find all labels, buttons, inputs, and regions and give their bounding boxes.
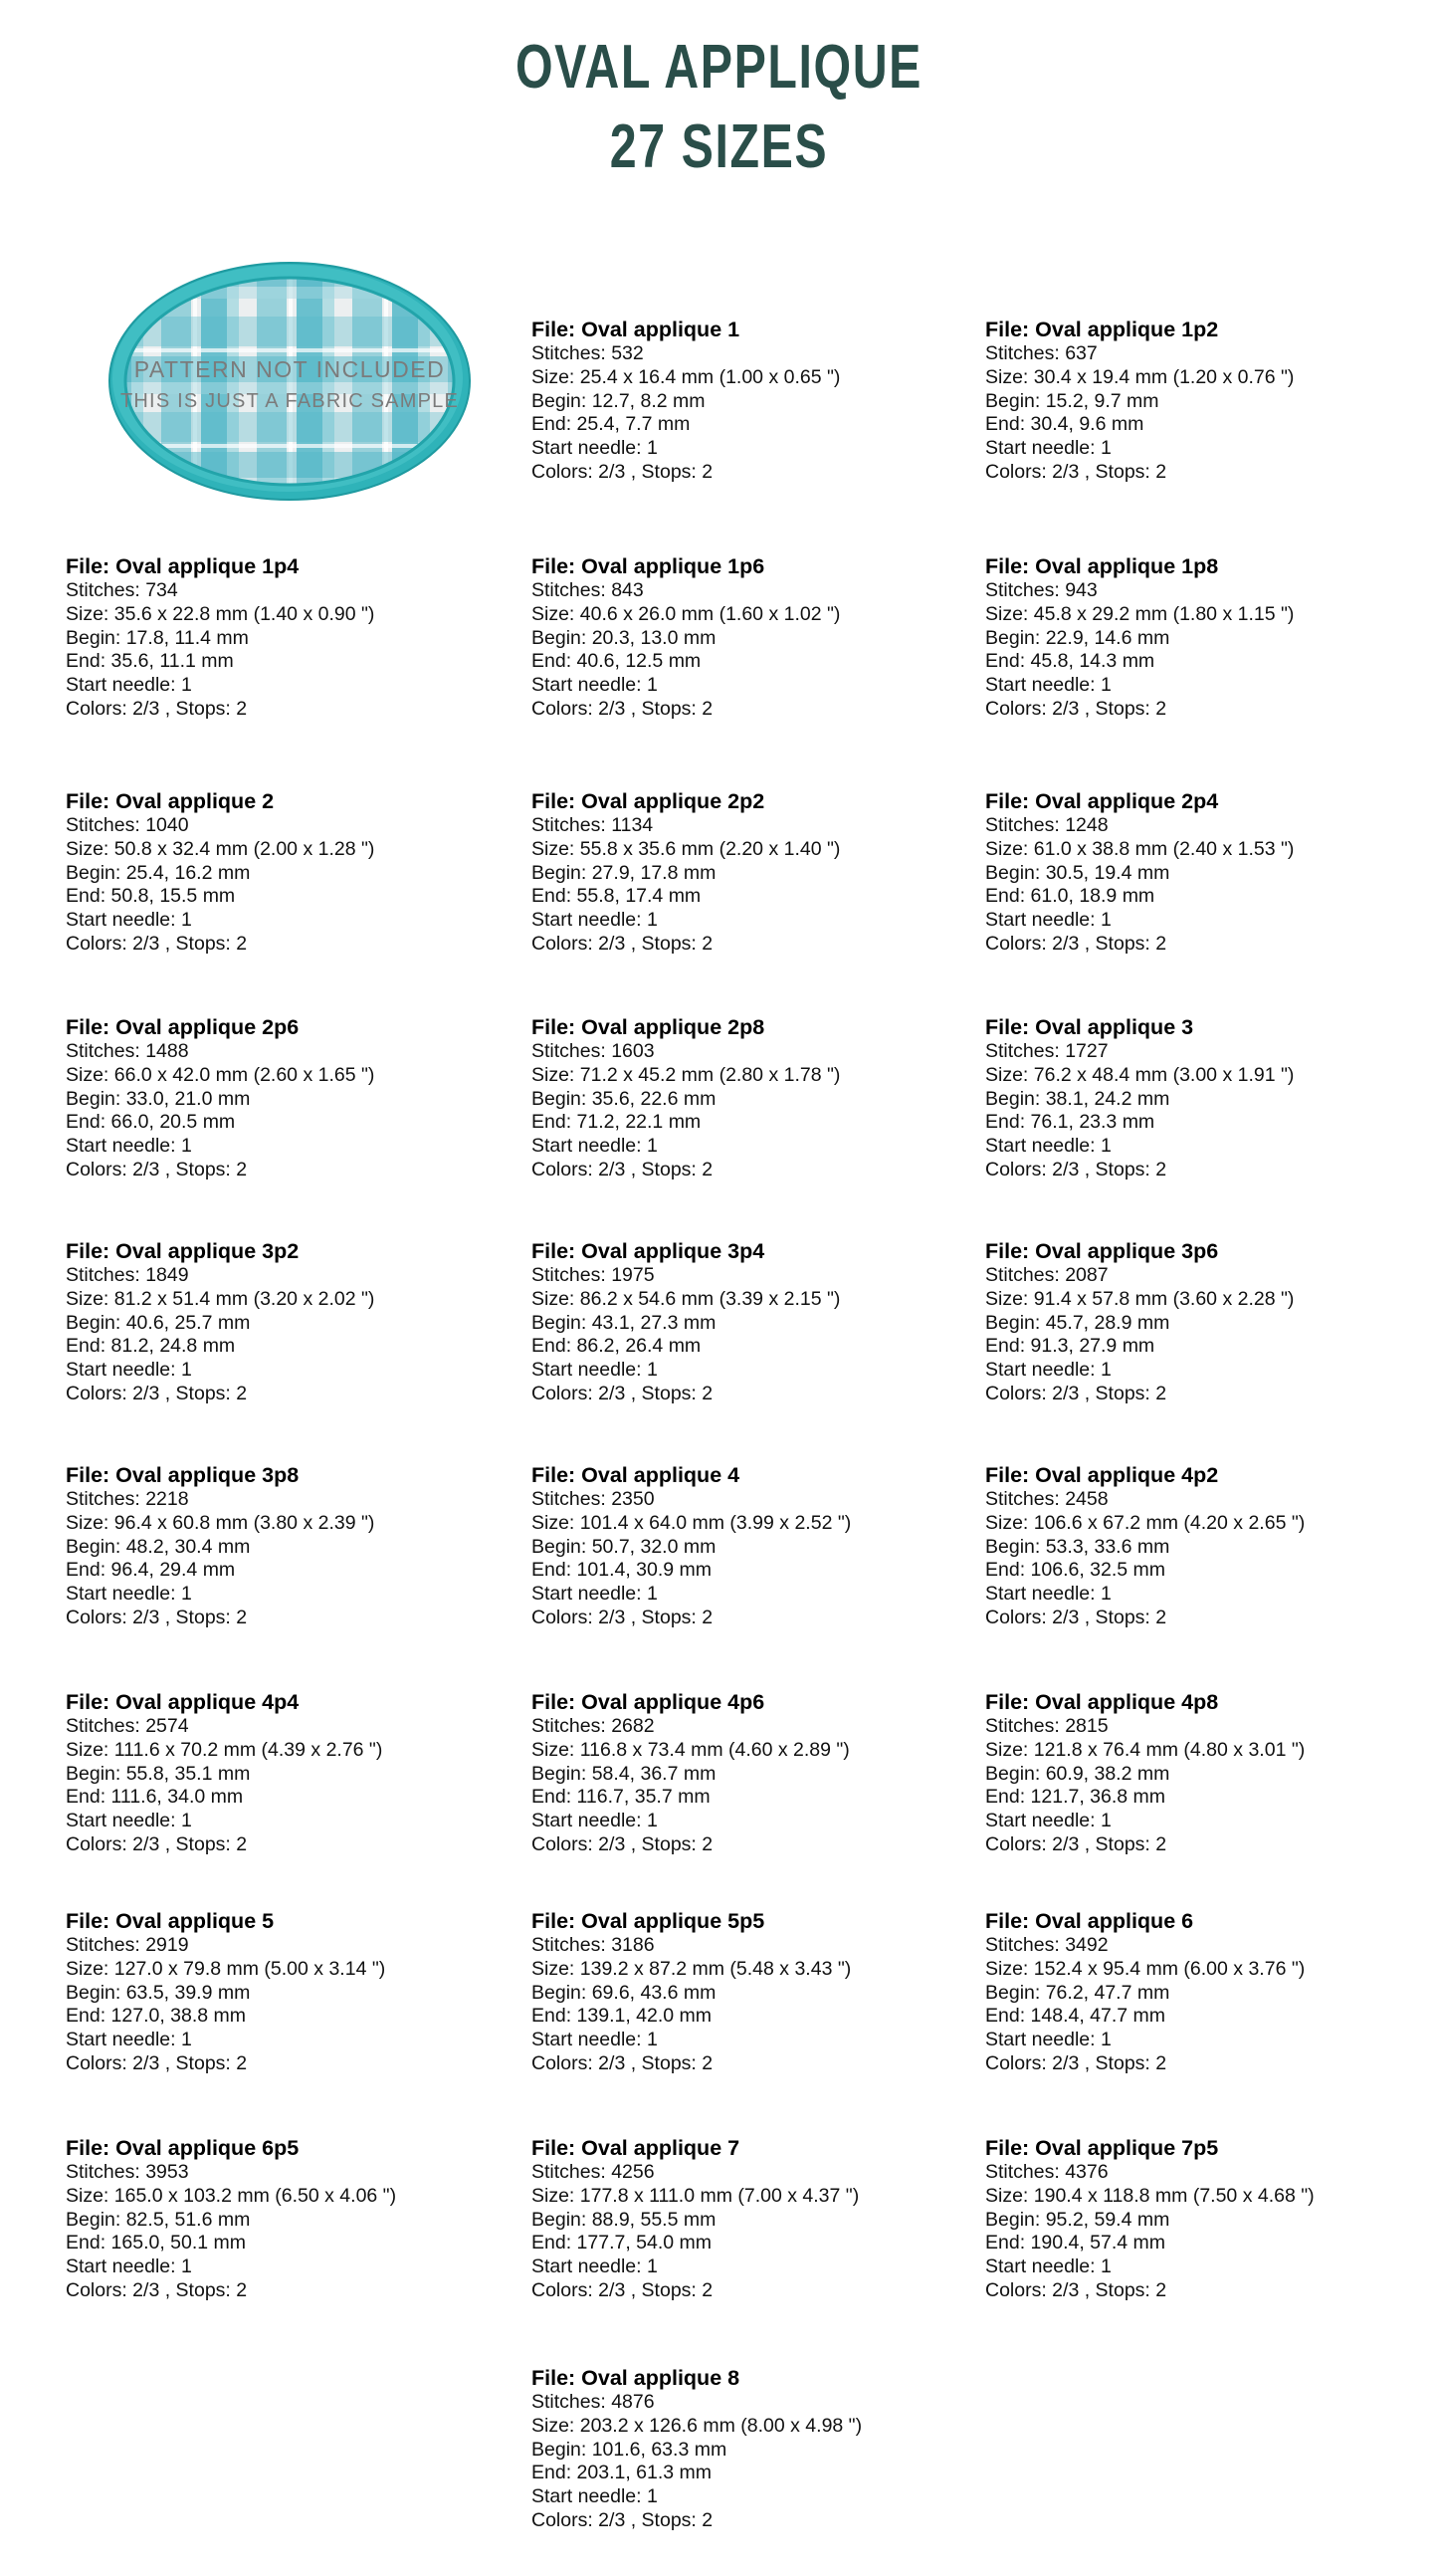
file-line: File: Oval applique 1p8 bbox=[985, 554, 1219, 578]
size-line: Size: 91.4 x 57.8 mm (3.60 x 2.28 ") bbox=[985, 1287, 1295, 1310]
end-line: End: 101.4, 30.9 mm bbox=[531, 1559, 713, 1582]
spec-block bbox=[985, 1908, 1433, 2076]
colors-line: Colors: 2/3 , Stops: 2 bbox=[985, 1158, 1167, 1181]
stitches-line: Stitches: 4256 bbox=[531, 2161, 655, 2183]
spec-block bbox=[66, 1908, 514, 2076]
colors-line: Colors: 2/3 , Stops: 2 bbox=[531, 1158, 714, 1181]
begin-line: Begin: 76.2, 47.7 mm bbox=[985, 1981, 1170, 2004]
begin-line: Begin: 43.1, 27.3 mm bbox=[531, 1311, 717, 1334]
spec-block bbox=[985, 1689, 1433, 1857]
oval-applique-graphic bbox=[105, 261, 474, 506]
begin-line: Begin: 38.1, 24.2 mm bbox=[985, 1087, 1170, 1110]
colors-line: Colors: 2/3 , Stops: 2 bbox=[66, 1832, 248, 1855]
begin-line: Begin: 58.4, 36.7 mm bbox=[531, 1762, 717, 1785]
spec-block bbox=[531, 1238, 979, 1406]
colors-line: Colors: 2/3 , Stops: 2 bbox=[531, 460, 714, 483]
colors-line: Colors: 2/3 , Stops: 2 bbox=[985, 2051, 1167, 2074]
start-needle-line: Start needle: 1 bbox=[66, 674, 192, 697]
page-title bbox=[0, 28, 1438, 187]
file-line: File: Oval applique 7 bbox=[531, 2136, 740, 2160]
start-needle-line: Start needle: 1 bbox=[531, 909, 658, 932]
stitches-line: Stitches: 2087 bbox=[985, 1264, 1109, 1286]
begin-line: Begin: 55.8, 35.1 mm bbox=[66, 1762, 251, 1785]
start-needle-line: Start needle: 1 bbox=[985, 674, 1112, 697]
begin-line: Begin: 101.6, 63.3 mm bbox=[531, 2438, 727, 2461]
stitches-line: Stitches: 1134 bbox=[531, 814, 654, 836]
stitches-line: Stitches: 4376 bbox=[985, 2161, 1109, 2183]
start-needle-line: Start needle: 1 bbox=[985, 2029, 1112, 2051]
file-line: File: Oval applique 3p4 bbox=[531, 1239, 765, 1263]
begin-line: Begin: 82.5, 51.6 mm bbox=[66, 2208, 251, 2231]
colors-line: Colors: 2/3 , Stops: 2 bbox=[531, 2278, 714, 2301]
begin-line: Begin: 45.7, 28.9 mm bbox=[985, 1311, 1170, 1334]
spec-block bbox=[531, 1689, 979, 1857]
size-line: Size: 101.4 x 64.0 mm (3.99 x 2.52 ") bbox=[531, 1511, 852, 1534]
size-line: Size: 50.8 x 32.4 mm (2.00 x 1.28 ") bbox=[66, 837, 375, 860]
end-line: End: 81.2, 24.8 mm bbox=[66, 1335, 236, 1358]
spec-block bbox=[531, 1014, 979, 1182]
start-needle-line: Start needle: 1 bbox=[985, 2255, 1112, 2278]
size-line: Size: 152.4 x 95.4 mm (6.00 x 3.76 ") bbox=[985, 1957, 1306, 1980]
begin-line: Begin: 95.2, 59.4 mm bbox=[985, 2208, 1170, 2231]
start-needle-line: Start needle: 1 bbox=[985, 1583, 1112, 1606]
file-line: File: Oval applique 1p4 bbox=[66, 554, 300, 578]
size-line: Size: 96.4 x 60.8 mm (3.80 x 2.39 ") bbox=[66, 1511, 375, 1534]
begin-line: Begin: 60.9, 38.2 mm bbox=[985, 1762, 1170, 1785]
size-line: Size: 86.2 x 54.6 mm (3.39 x 2.15 ") bbox=[531, 1287, 841, 1310]
end-line: End: 121.7, 36.8 mm bbox=[985, 1786, 1166, 1809]
end-line: End: 116.7, 35.7 mm bbox=[531, 1786, 711, 1809]
colors-line: Colors: 2/3 , Stops: 2 bbox=[985, 1606, 1167, 1628]
colors-line: Colors: 2/3 , Stops: 2 bbox=[985, 1382, 1167, 1404]
size-line: Size: 190.4 x 118.8 mm (7.50 x 4.68 ") bbox=[985, 2184, 1315, 2207]
start-needle-line: Start needle: 1 bbox=[66, 1810, 192, 1832]
spec-block bbox=[66, 1462, 514, 1630]
colors-line: Colors: 2/3 , Stops: 2 bbox=[985, 697, 1167, 720]
start-needle-line: Start needle: 1 bbox=[531, 2485, 658, 2508]
begin-line: Begin: 88.9, 55.5 mm bbox=[531, 2208, 717, 2231]
stitches-line: Stitches: 734 bbox=[66, 579, 178, 601]
file-line: File: Oval applique 4p8 bbox=[985, 1690, 1219, 1714]
file-line: File: Oval applique 5 bbox=[66, 1909, 275, 1933]
begin-line: Begin: 69.6, 43.6 mm bbox=[531, 1981, 717, 2004]
start-needle-line: Start needle: 1 bbox=[66, 1359, 192, 1382]
stitches-line: Stitches: 1849 bbox=[66, 1264, 189, 1286]
title-line-2: 27 SIZES bbox=[609, 112, 829, 181]
spec-block bbox=[531, 2135, 979, 2303]
colors-line: Colors: 2/3 , Stops: 2 bbox=[531, 1832, 714, 1855]
begin-line: Begin: 25.4, 16.2 mm bbox=[66, 861, 251, 884]
spec-block bbox=[531, 553, 979, 722]
end-line: End: 66.0, 20.5 mm bbox=[66, 1111, 236, 1134]
file-line: File: Oval applique 5p5 bbox=[531, 1909, 765, 1933]
spec-block bbox=[985, 317, 1433, 485]
spec-block bbox=[985, 1462, 1433, 1630]
file-line: File: Oval applique 2 bbox=[66, 789, 275, 813]
end-line: End: 148.4, 47.7 mm bbox=[985, 2005, 1166, 2028]
colors-line: Colors: 2/3 , Stops: 2 bbox=[531, 1606, 714, 1628]
begin-line: Begin: 12.7, 8.2 mm bbox=[531, 389, 706, 412]
title-line-1: OVAL APPLIQUE bbox=[514, 33, 924, 102]
colors-line: Colors: 2/3 , Stops: 2 bbox=[66, 1158, 248, 1181]
size-line: Size: 165.0 x 103.2 mm (6.50 x 4.06 ") bbox=[66, 2184, 397, 2207]
spec-block bbox=[985, 1014, 1433, 1182]
colors-line: Colors: 2/3 , Stops: 2 bbox=[985, 2278, 1167, 2301]
file-line: File: Oval applique 2p6 bbox=[66, 1015, 300, 1039]
colors-line: Colors: 2/3 , Stops: 2 bbox=[66, 932, 248, 955]
file-line: File: Oval applique 2p8 bbox=[531, 1015, 765, 1039]
end-line: End: 203.1, 61.3 mm bbox=[531, 2462, 713, 2484]
end-line: End: 190.4, 57.4 mm bbox=[985, 2232, 1166, 2254]
start-needle-line: Start needle: 1 bbox=[66, 2029, 192, 2051]
spec-block bbox=[66, 1014, 514, 1182]
start-needle-line: Start needle: 1 bbox=[531, 1583, 658, 1606]
end-line: End: 40.6, 12.5 mm bbox=[531, 650, 702, 673]
size-line: Size: 121.8 x 76.4 mm (4.80 x 3.01 ") bbox=[985, 1738, 1306, 1761]
sample-disclaimer-line-1: PATTERN NOT INCLUDED bbox=[133, 356, 446, 382]
spec-block bbox=[985, 788, 1433, 957]
file-line: File: Oval applique 1 bbox=[531, 318, 740, 341]
stitches-line: Stitches: 2682 bbox=[531, 1715, 655, 1737]
start-needle-line: Start needle: 1 bbox=[66, 909, 192, 932]
fabric-sample-oval bbox=[105, 261, 474, 506]
spec-block bbox=[531, 2365, 979, 2533]
size-line: Size: 35.6 x 22.8 mm (1.40 x 0.90 ") bbox=[66, 602, 375, 625]
sample-disclaimer-line-2: THIS IS JUST A FABRIC SAMPLE bbox=[120, 390, 459, 412]
begin-line: Begin: 20.3, 13.0 mm bbox=[531, 626, 717, 649]
spec-block bbox=[531, 1462, 979, 1630]
colors-line: Colors: 2/3 , Stops: 2 bbox=[985, 1832, 1167, 1855]
file-line: File: Oval applique 6 bbox=[985, 1909, 1194, 1933]
end-line: End: 35.6, 11.1 mm bbox=[66, 650, 234, 673]
file-line: File: Oval applique 2p2 bbox=[531, 789, 765, 813]
start-needle-line: Start needle: 1 bbox=[985, 1135, 1112, 1158]
end-line: End: 76.1, 23.3 mm bbox=[985, 1111, 1155, 1134]
end-line: End: 61.0, 18.9 mm bbox=[985, 885, 1155, 908]
size-line: Size: 116.8 x 73.4 mm (4.60 x 2.89 ") bbox=[531, 1738, 850, 1761]
colors-line: Colors: 2/3 , Stops: 2 bbox=[985, 460, 1167, 483]
end-line: End: 50.8, 15.5 mm bbox=[66, 885, 236, 908]
spec-block bbox=[985, 2135, 1433, 2303]
start-needle-line: Start needle: 1 bbox=[531, 437, 658, 460]
size-line: Size: 71.2 x 45.2 mm (2.80 x 1.78 ") bbox=[531, 1063, 841, 1086]
begin-line: Begin: 40.6, 25.7 mm bbox=[66, 1311, 251, 1334]
end-line: End: 25.4, 7.7 mm bbox=[531, 413, 691, 436]
begin-line: Begin: 53.3, 33.6 mm bbox=[985, 1535, 1170, 1558]
file-line: File: Oval applique 8 bbox=[531, 2366, 740, 2390]
spec-block bbox=[531, 317, 979, 485]
colors-line: Colors: 2/3 , Stops: 2 bbox=[66, 1382, 248, 1404]
file-line: File: Oval applique 4 bbox=[531, 1463, 740, 1487]
stitches-line: Stitches: 3492 bbox=[985, 1934, 1109, 1956]
size-line: Size: 76.2 x 48.4 mm (3.00 x 1.91 ") bbox=[985, 1063, 1295, 1086]
spec-block bbox=[66, 788, 514, 957]
file-line: File: Oval applique 4p4 bbox=[66, 1690, 300, 1714]
start-needle-line: Start needle: 1 bbox=[531, 2255, 658, 2278]
colors-line: Colors: 2/3 , Stops: 2 bbox=[531, 697, 714, 720]
end-line: End: 106.6, 32.5 mm bbox=[985, 1559, 1166, 1582]
file-line: File: Oval applique 1p2 bbox=[985, 318, 1219, 341]
size-line: Size: 127.0 x 79.8 mm (5.00 x 3.14 ") bbox=[66, 1957, 386, 1980]
begin-line: Begin: 33.0, 21.0 mm bbox=[66, 1087, 251, 1110]
start-needle-line: Start needle: 1 bbox=[985, 1359, 1112, 1382]
size-line: Size: 203.2 x 126.6 mm (8.00 x 4.98 ") bbox=[531, 2414, 863, 2437]
size-line: Size: 81.2 x 51.4 mm (3.20 x 2.02 ") bbox=[66, 1287, 375, 1310]
begin-line: Begin: 27.9, 17.8 mm bbox=[531, 861, 717, 884]
begin-line: Begin: 63.5, 39.9 mm bbox=[66, 1981, 251, 2004]
colors-line: Colors: 2/3 , Stops: 2 bbox=[531, 932, 714, 955]
end-line: End: 139.1, 42.0 mm bbox=[531, 2005, 713, 2028]
stitches-line: Stitches: 1488 bbox=[66, 1040, 189, 1062]
start-needle-line: Start needle: 1 bbox=[66, 1135, 192, 1158]
stitches-line: Stitches: 637 bbox=[985, 342, 1098, 364]
start-needle-line: Start needle: 1 bbox=[531, 674, 658, 697]
stitches-line: Stitches: 3186 bbox=[531, 1934, 655, 1956]
end-line: End: 86.2, 26.4 mm bbox=[531, 1335, 702, 1358]
file-line: File: Oval applique 1p6 bbox=[531, 554, 765, 578]
spec-block bbox=[985, 1238, 1433, 1406]
size-line: Size: 111.6 x 70.2 mm (4.39 x 2.76 ") bbox=[66, 1738, 383, 1761]
file-line: File: Oval applique 6p5 bbox=[66, 2136, 300, 2160]
end-line: End: 71.2, 22.1 mm bbox=[531, 1111, 702, 1134]
start-needle-line: Start needle: 1 bbox=[66, 2255, 192, 2278]
start-needle-line: Start needle: 1 bbox=[985, 437, 1112, 460]
file-line: File: Oval applique 2p4 bbox=[985, 789, 1219, 813]
start-needle-line: Start needle: 1 bbox=[66, 1583, 192, 1606]
end-line: End: 45.8, 14.3 mm bbox=[985, 650, 1155, 673]
stitches-line: Stitches: 2458 bbox=[985, 1488, 1109, 1510]
end-line: End: 165.0, 50.1 mm bbox=[66, 2232, 247, 2254]
end-line: End: 177.7, 54.0 mm bbox=[531, 2232, 713, 2254]
stitches-line: Stitches: 843 bbox=[531, 579, 644, 601]
begin-line: Begin: 30.5, 19.4 mm bbox=[985, 861, 1170, 884]
colors-line: Colors: 2/3 , Stops: 2 bbox=[531, 2508, 714, 2531]
stitches-line: Stitches: 3953 bbox=[66, 2161, 189, 2183]
colors-line: Colors: 2/3 , Stops: 2 bbox=[66, 1606, 248, 1628]
size-line: Size: 55.8 x 35.6 mm (2.20 x 1.40 ") bbox=[531, 837, 841, 860]
size-line: Size: 139.2 x 87.2 mm (5.48 x 3.43 ") bbox=[531, 1957, 852, 1980]
stitches-line: Stitches: 4876 bbox=[531, 2391, 655, 2413]
colors-line: Colors: 2/3 , Stops: 2 bbox=[66, 2051, 248, 2074]
file-line: File: Oval applique 4p6 bbox=[531, 1690, 765, 1714]
spec-block bbox=[66, 1238, 514, 1406]
stitches-line: Stitches: 2218 bbox=[66, 1488, 189, 1510]
stitches-line: Stitches: 1975 bbox=[531, 1264, 655, 1286]
size-line: Size: 40.6 x 26.0 mm (1.60 x 1.02 ") bbox=[531, 602, 841, 625]
end-line: End: 96.4, 29.4 mm bbox=[66, 1559, 236, 1582]
colors-line: Colors: 2/3 , Stops: 2 bbox=[66, 2278, 248, 2301]
size-line: Size: 61.0 x 38.8 mm (2.40 x 1.53 ") bbox=[985, 837, 1295, 860]
end-line: End: 55.8, 17.4 mm bbox=[531, 885, 702, 908]
stitches-line: Stitches: 1603 bbox=[531, 1040, 655, 1062]
end-line: End: 111.6, 34.0 mm bbox=[66, 1786, 244, 1809]
start-needle-line: Start needle: 1 bbox=[985, 1810, 1112, 1832]
file-line: File: Oval applique 3p6 bbox=[985, 1239, 1219, 1263]
end-line: End: 30.4, 9.6 mm bbox=[985, 413, 1144, 436]
spec-block bbox=[66, 2135, 514, 2303]
spec-block bbox=[985, 553, 1433, 722]
stitches-line: Stitches: 943 bbox=[985, 579, 1098, 601]
file-line: File: Oval applique 3p8 bbox=[66, 1463, 300, 1487]
stitches-line: Stitches: 532 bbox=[531, 342, 644, 364]
begin-line: Begin: 48.2, 30.4 mm bbox=[66, 1535, 251, 1558]
colors-line: Colors: 2/3 , Stops: 2 bbox=[985, 932, 1167, 955]
begin-line: Begin: 15.2, 9.7 mm bbox=[985, 389, 1159, 412]
size-line: Size: 25.4 x 16.4 mm (1.00 x 0.65 ") bbox=[531, 365, 841, 388]
start-needle-line: Start needle: 1 bbox=[985, 909, 1112, 932]
spec-block bbox=[531, 788, 979, 957]
size-line: Size: 66.0 x 42.0 mm (2.60 x 1.65 ") bbox=[66, 1063, 375, 1086]
size-line: Size: 106.6 x 67.2 mm (4.20 x 2.65 ") bbox=[985, 1511, 1306, 1534]
file-line: File: Oval applique 7p5 bbox=[985, 2136, 1219, 2160]
start-needle-line: Start needle: 1 bbox=[531, 1359, 658, 1382]
size-line: Size: 177.8 x 111.0 mm (7.00 x 4.37 ") bbox=[531, 2184, 860, 2207]
stitches-line: Stitches: 2350 bbox=[531, 1488, 655, 1510]
stitches-line: Stitches: 2815 bbox=[985, 1715, 1109, 1737]
begin-line: Begin: 50.7, 32.0 mm bbox=[531, 1535, 717, 1558]
stitches-line: Stitches: 1727 bbox=[985, 1040, 1109, 1062]
file-line: File: Oval applique 3 bbox=[985, 1015, 1194, 1039]
spec-block bbox=[66, 1689, 514, 1857]
spec-block bbox=[531, 1908, 979, 2076]
end-line: End: 91.3, 27.9 mm bbox=[985, 1335, 1155, 1358]
size-line: Size: 45.8 x 29.2 mm (1.80 x 1.15 ") bbox=[985, 602, 1295, 625]
start-needle-line: Start needle: 1 bbox=[531, 2029, 658, 2051]
begin-line: Begin: 17.8, 11.4 mm bbox=[66, 626, 249, 649]
size-line: Size: 30.4 x 19.4 mm (1.20 x 0.76 ") bbox=[985, 365, 1295, 388]
start-needle-line: Start needle: 1 bbox=[531, 1810, 658, 1832]
stitches-line: Stitches: 1040 bbox=[66, 814, 189, 836]
begin-line: Begin: 22.9, 14.6 mm bbox=[985, 626, 1170, 649]
file-line: File: Oval applique 4p2 bbox=[985, 1463, 1219, 1487]
end-line: End: 127.0, 38.8 mm bbox=[66, 2005, 247, 2028]
colors-line: Colors: 2/3 , Stops: 2 bbox=[531, 1382, 714, 1404]
stitches-line: Stitches: 2919 bbox=[66, 1934, 189, 1956]
spec-block bbox=[66, 553, 514, 722]
stitches-line: Stitches: 2574 bbox=[66, 1715, 189, 1737]
start-needle-line: Start needle: 1 bbox=[531, 1135, 658, 1158]
stitches-line: Stitches: 1248 bbox=[985, 814, 1109, 836]
colors-line: Colors: 2/3 , Stops: 2 bbox=[531, 2051, 714, 2074]
begin-line: Begin: 35.6, 22.6 mm bbox=[531, 1087, 717, 1110]
file-line: File: Oval applique 3p2 bbox=[66, 1239, 300, 1263]
colors-line: Colors: 2/3 , Stops: 2 bbox=[66, 697, 248, 720]
